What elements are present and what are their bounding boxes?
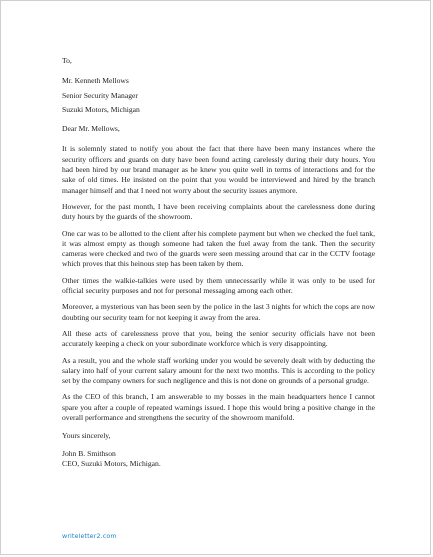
paragraph-5: Moreover, a mysterious van has been seen by the police in the last 3 nights for which the cops are now doubting our security team for not keeping it away from the area. <box>62 302 375 322</box>
letter-body <box>62 1 375 469</box>
closing: Yours sincerely, <box>62 431 111 441</box>
greeting: Dear Mr. Mellows, <box>62 124 120 134</box>
salutation-to: To, <box>62 56 72 65</box>
paragraph-7: As a result, you and the whole staff working under you would be severely dealt with by deducting the salary into half of your current salary amount for the next two months. This is according to the policy set by the company owners for such negligence and this is not done on grounds of a personal grudge. <box>62 355 375 386</box>
paragraph-3: One car was to be allotted to the client after his complete payment but when we checked the fuel tank, it was almost empty as though someone had taken the fuel away from the tank. Then the security cameras were checked and two of the guards were seen messing around that car in the CCTV footage which proves that this heinous step has been taken by them. <box>62 228 375 269</box>
paragraph-8: As the CEO of this branch, I am answerable to my bosses in the main headquarters hence I cannot spare you after a couple of repeated warnings issued. I hope this would bring a positive change in the overall performance and strengthens the security of the showroom manifold. <box>62 392 375 423</box>
paragraph-2: However, for the past month, I have been receiving complaints about the carelessness done during duty hours by the guards of the showroom. <box>62 201 375 222</box>
recipient-company: Suzuki Motors, Michigan <box>62 104 140 114</box>
recipient-name: Mr. Kenneth Mellows <box>62 76 129 86</box>
footer-brand: writeletter2.com <box>62 532 117 540</box>
paragraph-4: Other times the walkie-talkies were used by them unnecessarily while it was only to be used for official security purposes and not for personal messaging among each other. <box>62 275 375 296</box>
sender-name: John B. Smithson <box>62 448 116 458</box>
paragraph-1: It is solemnly stated to notify you about the fact that there have been many instances where the security officers and guards on duty have been found acting carelessly during their duty hours. You had been hired by our brand manager as he knew you quite well in terms of interactions and for the sake of old times. He insisted on the point that you would be interviewed and hired by the branch manager himself and that I need not worry about the security issues anymore. <box>62 144 375 195</box>
paragraph-6: All these acts of carelessness prove that you, being the senior security officials have not been accurately keeping a check on your subordinate workforce which is very disappointing. <box>62 328 375 349</box>
recipient-title: Senior Security Manager <box>62 90 138 100</box>
sender-title: CEO, Suzuki Motors, Michigan. <box>62 458 161 468</box>
